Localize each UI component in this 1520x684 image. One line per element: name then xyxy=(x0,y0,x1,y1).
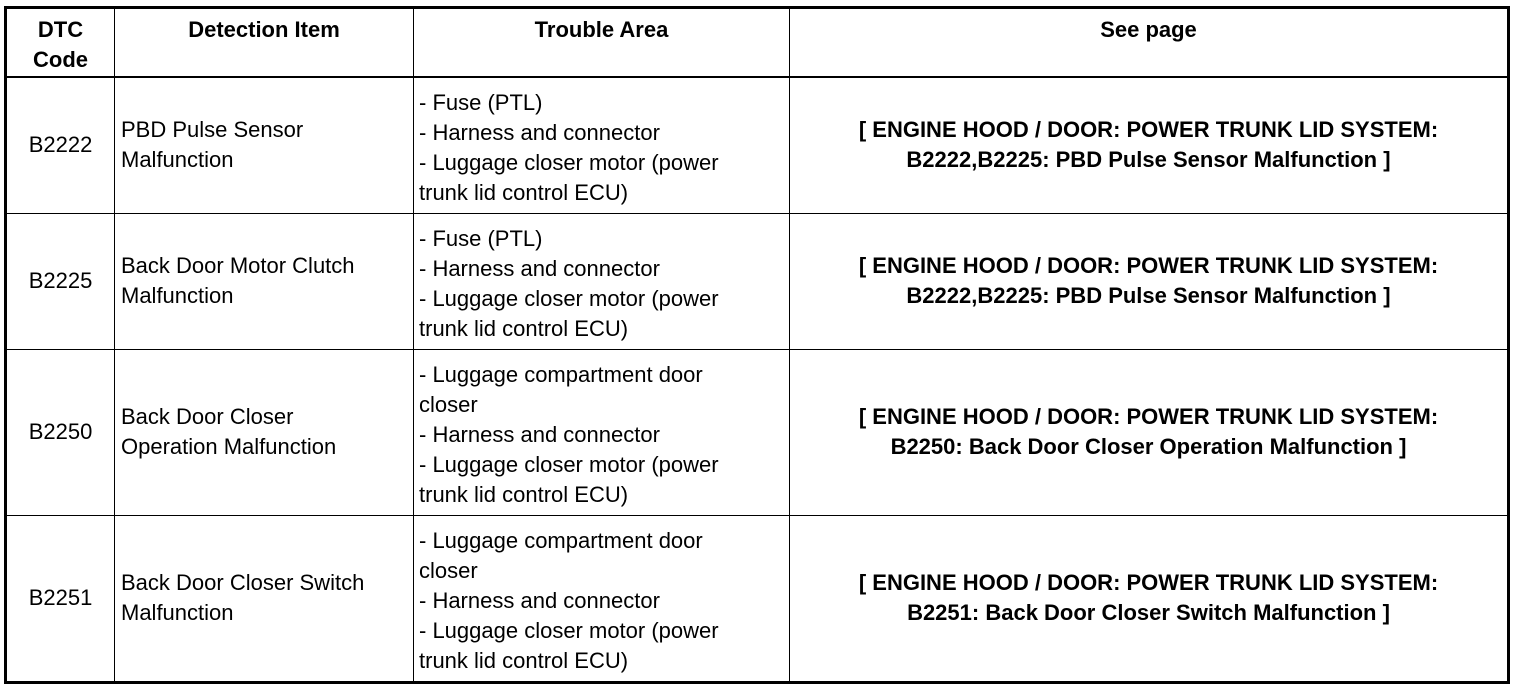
header-dtc-code xyxy=(6,8,115,77)
trouble-area-line: - Luggage closer motor (power xyxy=(419,617,719,643)
detection-item-cell xyxy=(115,349,414,515)
trouble-area-line: - Fuse (PTL) xyxy=(419,89,543,115)
header-detection-item: Detection Item xyxy=(115,8,414,77)
trouble-area-cell xyxy=(414,515,790,682)
dtc-table xyxy=(4,6,1510,684)
trouble-area-line: - Luggage closer motor (power xyxy=(419,149,719,175)
see-page-line: [ ENGINE HOOD / DOOR: POWER TRUNK LID SYSTEM: xyxy=(858,404,1439,429)
trouble-area-cell xyxy=(414,349,790,515)
header-see-page: See page xyxy=(790,8,1509,77)
see-page-cell xyxy=(790,213,1509,349)
detection-item-cell xyxy=(115,213,414,349)
trouble-area-line: - Harness and connector xyxy=(419,587,660,613)
table-row xyxy=(6,349,1509,515)
detection-item-line: Malfunction xyxy=(121,600,234,625)
trouble-area-line: - Luggage closer motor (power xyxy=(419,285,719,311)
detection-item-line: Operation Malfunction xyxy=(121,434,337,459)
trouble-area-line: closer xyxy=(419,557,478,583)
trouble-area-line: - Harness and connector xyxy=(419,421,660,447)
table-row xyxy=(6,515,1509,682)
see-page-link[interactable] xyxy=(810,115,1487,175)
detection-item-cell xyxy=(115,77,414,214)
header-trouble-area: Trouble Area xyxy=(414,8,790,77)
detection-item-line: Back Door Closer xyxy=(121,404,294,429)
trouble-area-line: - Luggage closer motor (power xyxy=(419,451,719,477)
detection-item-line: Malfunction xyxy=(121,147,234,172)
dtc-code-cell: B2225 xyxy=(6,213,115,349)
see-page-line: B2222,B2225: PBD Pulse Sensor Malfunction ] xyxy=(906,283,1391,308)
see-page-line: B2251: Back Door Closer Switch Malfunction ] xyxy=(907,600,1390,625)
trouble-area-cell xyxy=(414,77,790,214)
header-dtc-code-line2: Code xyxy=(33,47,88,72)
detection-item-line: Back Door Closer Switch xyxy=(121,570,365,595)
see-page-line: B2250: Back Door Closer Operation Malfunction ] xyxy=(890,434,1407,459)
table-row xyxy=(6,77,1509,214)
see-page-line: [ ENGINE HOOD / DOOR: POWER TRUNK LID SYSTEM: xyxy=(858,570,1439,595)
detection-item-cell xyxy=(115,515,414,682)
table-row xyxy=(6,213,1509,349)
dtc-code-cell: B2222 xyxy=(6,77,115,214)
trouble-area-line: trunk lid control ECU) xyxy=(419,481,629,507)
table-header xyxy=(6,8,1509,77)
trouble-area-cell xyxy=(414,213,790,349)
table-body xyxy=(6,77,1509,683)
detection-item-line: Malfunction xyxy=(121,283,234,308)
trouble-area-line: trunk lid control ECU) xyxy=(419,315,629,341)
header-row xyxy=(6,8,1509,77)
trouble-area-line: - Luggage compartment door xyxy=(419,527,703,553)
trouble-area-line: - Harness and connector xyxy=(419,119,660,145)
trouble-area-line: - Fuse (PTL) xyxy=(419,225,543,251)
see-page-line: [ ENGINE HOOD / DOOR: POWER TRUNK LID SYSTEM: xyxy=(858,253,1439,278)
header-dtc-code-line1: DTC xyxy=(37,17,84,42)
see-page-link[interactable] xyxy=(810,251,1487,311)
trouble-area-line: closer xyxy=(419,391,478,417)
see-page-cell xyxy=(790,515,1509,682)
see-page-cell xyxy=(790,77,1509,214)
see-page-line: [ ENGINE HOOD / DOOR: POWER TRUNK LID SYSTEM: xyxy=(858,117,1439,142)
see-page-link[interactable] xyxy=(810,568,1487,628)
dtc-code-cell: B2250 xyxy=(6,349,115,515)
trouble-area-line: trunk lid control ECU) xyxy=(419,179,629,205)
detection-item-line: PBD Pulse Sensor xyxy=(121,117,304,142)
detection-item-line: Back Door Motor Clutch xyxy=(121,253,355,278)
see-page-line: B2222,B2225: PBD Pulse Sensor Malfunction ] xyxy=(906,147,1391,172)
trouble-area-line: - Luggage compartment door xyxy=(419,361,703,387)
trouble-area-line: trunk lid control ECU) xyxy=(419,647,629,673)
dtc-code-cell: B2251 xyxy=(6,515,115,682)
trouble-area-line: - Harness and connector xyxy=(419,255,660,281)
see-page-link[interactable] xyxy=(810,402,1487,462)
see-page-cell xyxy=(790,349,1509,515)
